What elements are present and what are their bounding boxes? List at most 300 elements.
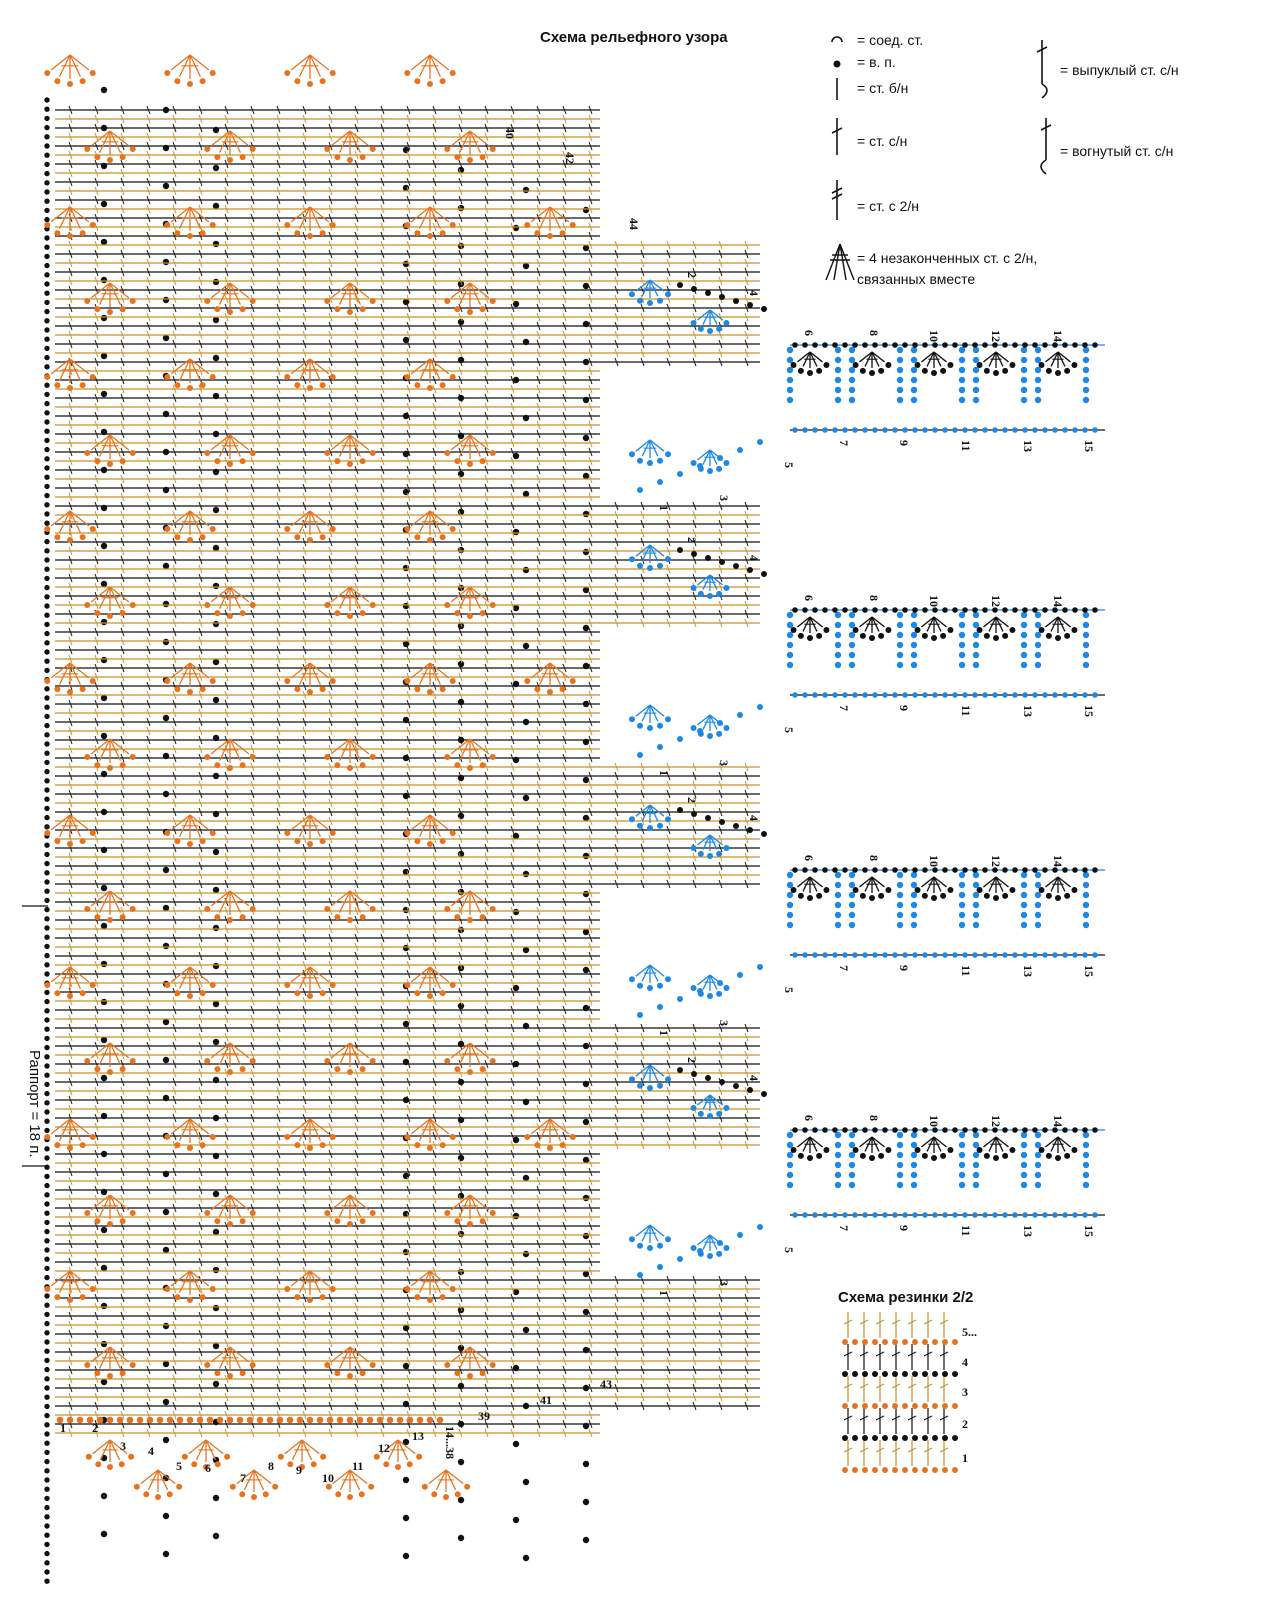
chain-stitch xyxy=(583,1119,589,1125)
cluster-leg xyxy=(110,1347,129,1362)
cluster-leg xyxy=(411,1271,430,1286)
chain-stitch xyxy=(80,1142,86,1148)
chain-stitch xyxy=(84,602,90,608)
chain-stitch xyxy=(94,610,100,616)
chain-stitch xyxy=(44,889,49,894)
chain-stitch xyxy=(213,963,219,969)
cluster-leg xyxy=(411,359,430,374)
chain-stitch xyxy=(187,385,193,391)
chain-stitch xyxy=(320,78,326,84)
chain-stitch xyxy=(360,154,366,160)
chain-stitch xyxy=(44,521,49,526)
chain-stitch xyxy=(214,762,220,768)
chain-stitch xyxy=(44,189,49,194)
chain-stitch xyxy=(334,1218,340,1224)
chain-stitch xyxy=(347,613,353,619)
chain-stitch xyxy=(227,917,233,923)
chain-stitch xyxy=(44,143,49,148)
chain-stitch xyxy=(284,1134,290,1140)
chain-stitch xyxy=(583,625,589,631)
chain-stitch xyxy=(444,298,450,304)
chain-stitch xyxy=(213,583,219,589)
chain-stitch xyxy=(120,1066,126,1072)
chain-stitch xyxy=(583,929,589,935)
chain-stitch xyxy=(90,222,96,228)
chain-stitch xyxy=(44,787,49,792)
chain-stitch xyxy=(240,154,246,160)
chain-stitch xyxy=(320,1142,326,1148)
chain-stitch xyxy=(213,545,219,551)
chain-stitch xyxy=(444,146,450,152)
chain-stitch xyxy=(44,153,49,158)
cluster-leg xyxy=(310,1271,329,1286)
cluster-leg xyxy=(331,739,350,754)
chain-stitch xyxy=(334,154,340,160)
chain-stitch xyxy=(67,689,73,695)
chain-stitch xyxy=(101,1379,107,1385)
cluster-leg xyxy=(110,131,129,146)
chain-stitch xyxy=(44,1560,49,1565)
chain-stitch xyxy=(44,751,49,756)
chain-stitch xyxy=(44,383,49,388)
chain-stitch xyxy=(454,610,460,616)
chain-stitch xyxy=(227,309,233,315)
chain-stitch xyxy=(440,686,446,692)
legend-label-double-crochet: = ст. с/н xyxy=(857,133,908,149)
chain-stitch xyxy=(44,1192,49,1197)
chain-stitch xyxy=(523,1327,529,1333)
chain-stitch xyxy=(107,1069,113,1075)
chain-stitch xyxy=(44,346,49,351)
cluster-stitch xyxy=(524,1119,575,1151)
chain-stitch xyxy=(101,885,107,891)
cluster-stitch xyxy=(164,207,215,239)
legend-label-slip-stitch: = соед. ст. xyxy=(857,32,924,48)
chain-stitch xyxy=(454,154,460,160)
chain-stitch xyxy=(44,1063,49,1068)
front-post-icon xyxy=(1037,40,1047,98)
chain-stitch xyxy=(200,230,206,236)
cluster-leg xyxy=(451,131,470,146)
cluster-stitch xyxy=(84,131,135,163)
chain-stitch xyxy=(347,917,353,923)
chain-stitch xyxy=(524,678,530,684)
chain-stitch xyxy=(44,1441,49,1446)
chain-stitch xyxy=(307,993,313,999)
chain-stitch xyxy=(213,203,219,209)
chain-stitch xyxy=(414,230,420,236)
cluster-stitch xyxy=(44,815,95,847)
chain-stitch xyxy=(84,146,90,152)
chain-stitch xyxy=(44,125,49,130)
chain-stitch xyxy=(324,906,330,912)
chain-stitch xyxy=(454,1218,460,1224)
chain-stitch xyxy=(120,762,126,768)
chain-stitch xyxy=(94,306,100,312)
chain-stitch xyxy=(583,1195,589,1201)
chain-stitch xyxy=(480,306,486,312)
chain-stitch xyxy=(414,78,420,84)
chain-stitch xyxy=(67,233,73,239)
cluster-stitch xyxy=(84,1195,135,1227)
chain-stitch xyxy=(454,762,460,768)
chain-stitch xyxy=(440,230,446,236)
chain-stitch xyxy=(490,1210,496,1216)
cluster-leg xyxy=(291,815,310,830)
chain-stitch xyxy=(370,450,376,456)
chain-stitch xyxy=(44,935,49,940)
cluster-stitch xyxy=(404,359,455,391)
chain-stitch xyxy=(320,1294,326,1300)
chain-stitch xyxy=(404,222,410,228)
chain-stitch xyxy=(307,537,313,543)
cluster-stitch xyxy=(44,511,95,543)
cluster-stitch xyxy=(204,739,255,771)
cluster-leg xyxy=(70,55,89,70)
chain-stitch xyxy=(174,78,180,84)
chain-stitch xyxy=(163,1323,169,1329)
chain-stitch xyxy=(523,643,529,649)
chain-stitch xyxy=(227,1069,233,1075)
cluster-leg xyxy=(331,1043,350,1058)
chain-stitch xyxy=(44,318,49,323)
chain-stitch xyxy=(360,762,366,768)
chain-stitch xyxy=(414,838,420,844)
cluster-leg xyxy=(230,739,249,754)
chain-stitch xyxy=(44,180,49,185)
chain-stitch xyxy=(250,754,256,760)
chain-stitch xyxy=(107,765,113,771)
chain-stitch xyxy=(307,233,313,239)
chain-stitch xyxy=(523,1251,529,1257)
chain-stitch xyxy=(204,602,210,608)
chain-stitch xyxy=(44,199,49,204)
cluster-leg xyxy=(91,131,110,146)
chain-stitch xyxy=(44,843,49,848)
chain-stitch xyxy=(284,222,290,228)
chain-stitch xyxy=(44,392,49,397)
chain-stitch xyxy=(414,382,420,388)
chain-stitch xyxy=(80,990,86,996)
cluster-leg xyxy=(110,1043,129,1058)
chain-stitch xyxy=(444,602,450,608)
chain-stitch xyxy=(44,1579,49,1584)
chain-stitch xyxy=(44,447,49,452)
chain-stitch xyxy=(164,830,170,836)
chain-stitch xyxy=(94,1370,100,1376)
chain-stitch xyxy=(213,507,219,513)
chain-stitch xyxy=(330,830,336,836)
chain-stitch xyxy=(54,1294,60,1300)
chain-stitch xyxy=(523,1555,529,1561)
chain-stitch xyxy=(403,1477,409,1483)
chain-stitch xyxy=(44,438,49,443)
chain-stitch xyxy=(204,298,210,304)
chain-stitch xyxy=(163,335,169,341)
chain-stitch xyxy=(107,309,113,315)
chain-stitch xyxy=(200,1142,206,1148)
chain-stitch xyxy=(583,283,589,289)
chain-stitch xyxy=(94,762,100,768)
chain-stitch xyxy=(583,891,589,897)
chain-stitch xyxy=(214,154,220,160)
chain-stitch xyxy=(163,1247,169,1253)
chain-stitch xyxy=(101,1531,107,1537)
chain-stitch xyxy=(458,1003,464,1009)
chain-stitch xyxy=(44,916,49,921)
chain-stitch xyxy=(54,990,60,996)
chain-stitch xyxy=(163,1399,169,1405)
chain-stitch xyxy=(90,1286,96,1292)
chain-stitch xyxy=(370,146,376,152)
chain-stitch xyxy=(213,925,219,931)
chain-stitch xyxy=(90,678,96,684)
chain-stitch xyxy=(404,830,410,836)
chain-stitch xyxy=(44,1349,49,1354)
chain-stitch xyxy=(44,281,49,286)
chain-stitch xyxy=(44,1569,49,1574)
cluster-leg xyxy=(211,587,230,602)
chain-stitch xyxy=(200,990,206,996)
chain-stitch xyxy=(450,374,456,380)
chain-stitch xyxy=(120,1370,126,1376)
chain-stitch xyxy=(44,1229,49,1234)
chain-stitch xyxy=(450,222,456,228)
chain-stitch xyxy=(370,1210,376,1216)
chain-stitch xyxy=(164,70,170,76)
cluster-leg xyxy=(91,739,110,754)
chain-stitch xyxy=(130,146,136,152)
chain-stitch xyxy=(480,154,486,160)
chain-stitch xyxy=(240,610,246,616)
cluster-leg xyxy=(411,55,430,70)
chain-stitch xyxy=(44,1542,49,1547)
chain-stitch xyxy=(427,385,433,391)
chain-stitch xyxy=(403,147,409,153)
chain-stitch xyxy=(458,1535,464,1541)
chain-stitch xyxy=(213,697,219,703)
chain-stitch xyxy=(240,306,246,312)
chain-stitch xyxy=(44,70,50,76)
chain-stitch xyxy=(44,208,49,213)
chain-stitch xyxy=(101,543,107,549)
chain-stitch xyxy=(583,549,589,555)
chain-stitch xyxy=(583,1537,589,1543)
chain-stitch xyxy=(44,337,49,342)
cluster-leg xyxy=(310,663,329,678)
cluster-leg xyxy=(430,815,449,830)
legend-label-treble-crochet: = ст. с 2/н xyxy=(857,198,920,214)
chain-stitch xyxy=(164,222,170,228)
chain-stitch xyxy=(523,1479,529,1485)
cluster-stitch xyxy=(44,1119,95,1151)
chain-stitch xyxy=(240,1218,246,1224)
chain-stitch xyxy=(213,621,219,627)
chain-stitch xyxy=(250,146,256,152)
chain-stitch xyxy=(44,686,49,691)
chain-stitch xyxy=(44,1496,49,1501)
double-crochet-icon xyxy=(832,118,842,155)
chain-stitch xyxy=(44,760,49,765)
chain-stitch xyxy=(523,947,529,953)
chain-stitch xyxy=(523,1175,529,1181)
chain-stitch xyxy=(427,993,433,999)
chain-stitch xyxy=(467,917,473,923)
chain-stitch xyxy=(480,610,486,616)
chain-stitch xyxy=(440,1294,446,1300)
treble-crochet-icon xyxy=(832,180,842,220)
chain-stitch xyxy=(107,461,113,467)
chain-icon xyxy=(834,61,841,68)
cluster-leg xyxy=(91,1043,110,1058)
chain-stitch xyxy=(67,1297,73,1303)
chain-stitch xyxy=(54,382,60,388)
chain-stitch xyxy=(90,70,96,76)
chain-stitch xyxy=(370,906,376,912)
chain-stitch xyxy=(44,870,49,875)
chain-stitch xyxy=(44,1008,49,1013)
chain-stitch xyxy=(403,641,409,647)
chain-stitch xyxy=(330,222,336,228)
cluster-leg xyxy=(70,815,89,830)
chain-stitch xyxy=(583,473,589,479)
chain-stitch xyxy=(90,982,96,988)
chain-stitch xyxy=(213,1343,219,1349)
chain-stitch xyxy=(450,1286,456,1292)
chain-stitch xyxy=(44,705,49,710)
legend-label-cluster-2: связанных вместе xyxy=(857,271,976,287)
cluster-stitch xyxy=(284,815,335,847)
cluster-stitch xyxy=(204,1195,255,1227)
chain-stitch xyxy=(583,435,589,441)
chain-stitch xyxy=(44,1339,49,1344)
chain-stitch xyxy=(44,1551,49,1556)
chain-stitch xyxy=(583,815,589,821)
chain-stitch xyxy=(444,450,450,456)
cluster-leg xyxy=(310,815,329,830)
chain-stitch xyxy=(44,668,49,673)
chain-stitch xyxy=(480,1066,486,1072)
chain-stitch xyxy=(44,1266,49,1271)
chain-stitch xyxy=(403,489,409,495)
chain-stitch xyxy=(214,610,220,616)
chain-stitch xyxy=(44,1082,49,1087)
chain-stitch xyxy=(101,353,107,359)
chain-stitch xyxy=(307,1145,313,1151)
chain-stitch xyxy=(44,97,49,102)
back-post-icon xyxy=(1041,118,1051,174)
chain-stitch xyxy=(44,962,49,967)
chain-stitch xyxy=(163,715,169,721)
cluster-leg xyxy=(230,587,249,602)
chain-stitch xyxy=(214,458,220,464)
cluster-leg xyxy=(350,739,369,754)
chain-stitch xyxy=(213,1381,219,1387)
chain-stitch xyxy=(84,754,90,760)
chain-stitch xyxy=(370,754,376,760)
chain-stitch xyxy=(524,1134,530,1140)
chain-stitch xyxy=(120,610,126,616)
chain-stitch xyxy=(583,1233,589,1239)
chain-stitch xyxy=(44,484,49,489)
chain-stitch xyxy=(414,686,420,692)
chain-stitch xyxy=(164,374,170,380)
chain-stitch xyxy=(44,548,49,553)
chain-stitch xyxy=(213,1039,219,1045)
chain-stitch xyxy=(44,1165,49,1170)
chain-stitch xyxy=(44,1073,49,1078)
chain-stitch xyxy=(467,157,473,163)
chain-stitch xyxy=(250,906,256,912)
chain-stitch xyxy=(307,81,313,87)
chain-stitch xyxy=(250,1210,256,1216)
chain-stitch xyxy=(294,1142,300,1148)
chain-stitch xyxy=(163,867,169,873)
cluster-leg xyxy=(51,55,70,70)
chain-stitch xyxy=(44,162,49,167)
chain-stitch xyxy=(163,1551,169,1557)
chain-stitch xyxy=(370,602,376,608)
chain-stitch xyxy=(204,1210,210,1216)
chain-stitch xyxy=(44,419,49,424)
chain-stitch xyxy=(44,613,49,618)
chain-stitch xyxy=(101,239,107,245)
chain-stitch xyxy=(163,943,169,949)
chain-stitch xyxy=(370,298,376,304)
chain-stitch xyxy=(210,1134,216,1140)
chain-stitch xyxy=(320,686,326,692)
chain-stitch xyxy=(294,382,300,388)
chain-stitch xyxy=(204,906,210,912)
chain-stitch xyxy=(330,1286,336,1292)
chain-stitch xyxy=(80,534,86,540)
chain-stitch xyxy=(44,594,49,599)
chain-stitch xyxy=(427,1145,433,1151)
chain-stitch xyxy=(213,279,219,285)
chain-stitch xyxy=(54,838,60,844)
cluster-leg xyxy=(70,359,89,374)
chain-stitch xyxy=(210,982,216,988)
cluster-stitch xyxy=(444,1043,495,1075)
chain-stitch xyxy=(44,1119,49,1124)
chain-stitch xyxy=(101,999,107,1005)
legend xyxy=(826,32,1179,287)
cluster-leg xyxy=(190,55,209,70)
chain-stitch xyxy=(187,1297,193,1303)
chain-stitch xyxy=(490,754,496,760)
chain-stitch xyxy=(403,299,409,305)
chain-stitch xyxy=(130,906,136,912)
chain-stitch xyxy=(444,754,450,760)
slip-stitch-icon xyxy=(832,37,842,42)
chain-stitch xyxy=(458,1345,464,1351)
chain-stitch xyxy=(187,841,193,847)
chain-stitch xyxy=(583,853,589,859)
chain-stitch xyxy=(307,1297,313,1303)
chain-stitch xyxy=(84,906,90,912)
chain-stitch xyxy=(444,1058,450,1064)
chain-stitch xyxy=(44,714,49,719)
cluster-stitch xyxy=(84,435,135,467)
chain-stitch xyxy=(214,306,220,312)
cluster-leg xyxy=(531,663,550,678)
chain-stitch xyxy=(44,1155,49,1160)
chain-stitch xyxy=(174,534,180,540)
chain-stitch xyxy=(101,1265,107,1271)
chain-stitch xyxy=(214,1218,220,1224)
chain-stitch xyxy=(324,298,330,304)
chain-stitch xyxy=(101,1341,107,1347)
